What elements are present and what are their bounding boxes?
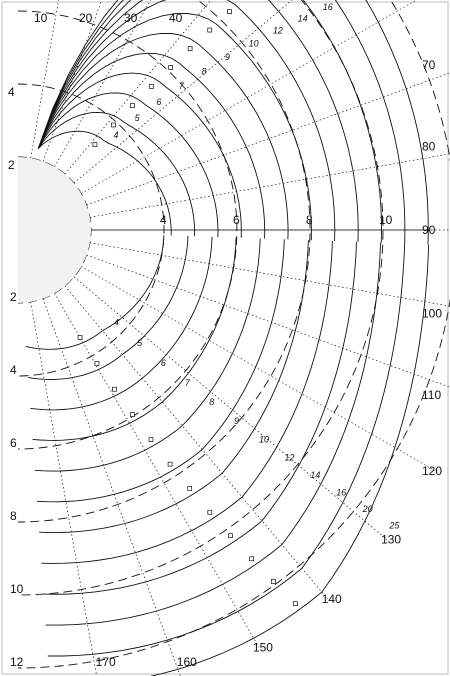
centre-hub (18, 157, 91, 303)
lower-contour-marker (293, 602, 297, 606)
upper-contour-marker (93, 143, 97, 147)
lower-contour-marker (188, 486, 192, 490)
upper-contour-label: 12 (272, 25, 283, 36)
lower-contour-label: 7 (184, 377, 190, 388)
angle-label-140: 140 (321, 592, 342, 607)
upper-contour-marker (169, 65, 173, 69)
axis-distance-label-10: 10 (379, 213, 393, 227)
distance-ring-10 (18, 0, 383, 595)
upper-ring-label-2: 2 (8, 158, 15, 172)
upper-contour-marker (130, 104, 134, 108)
angle-label-110: 110 (422, 387, 442, 402)
angle-ray-50 (74, 0, 387, 183)
lower-contour-marker (168, 462, 172, 466)
angle-label-70: 70 (422, 58, 436, 73)
lower-contour-9 (37, 239, 284, 502)
upper-contour-label: 7 (178, 81, 184, 92)
lower-ring-label-8: 8 (10, 509, 17, 523)
angle-label-150: 150 (252, 640, 273, 655)
lower-contour-25 (50, 244, 429, 676)
angle-ray-160 (43, 299, 183, 676)
upper-contour-label: 16 (322, 2, 333, 13)
upper-contour-label: 4 (113, 129, 119, 140)
lower-contour-12 (41, 241, 332, 563)
lower-contour-marker (130, 413, 134, 417)
lower-contour-label: 25 (389, 520, 400, 531)
angle-ray-70 (87, 65, 450, 205)
axis-distance-label-6: 6 (233, 213, 240, 227)
contour-markers (78, 0, 313, 606)
upper-contour-label: 14 (297, 13, 308, 24)
angle-label-10: 10 (34, 11, 48, 25)
lower-ring-label-10: 10 (10, 582, 24, 596)
lower-contour-label: 20 (362, 504, 373, 515)
lower-contour-label: 10 (259, 434, 270, 445)
upper-contour-marker (149, 84, 153, 88)
axis-distance-label-4: 4 (160, 213, 167, 227)
angle-label-100: 100 (422, 306, 443, 321)
lower-contour-14 (44, 242, 357, 595)
lower-contour-label: 14 (310, 470, 321, 481)
lower-contour-marker (78, 335, 82, 339)
lower-ring-label-2: 2 (10, 290, 17, 304)
angle-ray-110 (87, 255, 450, 395)
upper-contour-marker (188, 47, 192, 51)
lower-contour-marker (112, 387, 116, 391)
lower-contour-label: 6 (160, 358, 166, 369)
lower-contour-label: 5 (137, 338, 143, 349)
angle-label-130: 130 (381, 532, 402, 547)
lower-contour-marker (271, 579, 275, 583)
lower-ring-label-12: 12 (10, 655, 24, 669)
upper-contour-label: 10 (248, 38, 259, 49)
lower-contour-label: 8 (209, 397, 215, 408)
upper-contour-label: 5 (134, 113, 140, 124)
lower-contour-label: 16 (336, 487, 347, 498)
upper-contour-label: 8 (201, 66, 207, 77)
angle-ray-40 (65, 0, 328, 174)
upper-contour-16 (38, 0, 381, 243)
distance-rings (18, 0, 450, 668)
upper-contour-marker (208, 28, 212, 32)
lower-contour-marker (208, 510, 212, 514)
upper-contour-label: 6 (156, 96, 162, 107)
outer-frame (2, 2, 448, 674)
lower-ring-label-6: 6 (10, 436, 17, 450)
lower-contour-marker (228, 534, 232, 538)
upper-contour-marker (112, 123, 116, 127)
angle-ray-170 (31, 302, 102, 676)
angle-label-170: 170 (95, 655, 116, 669)
upper-ring-label-4: 4 (8, 85, 15, 99)
angle-label-40: 40 (169, 11, 183, 25)
lower-contour-label: 9 (233, 416, 239, 427)
upper-contour-marker (228, 10, 232, 14)
angle-label-30: 30 (124, 11, 138, 25)
lower-contour-label: 4 (113, 317, 119, 328)
angle-label-160: 160 (176, 655, 197, 669)
distance-ring-12 (18, 0, 450, 668)
angle-label-90: 90 (422, 223, 436, 237)
angle-label-120: 120 (422, 463, 443, 478)
lower-contour-10 (39, 240, 308, 532)
upper-contour-label (347, 0, 358, 2)
upper-contour-label: 9 (224, 52, 230, 63)
lower-contour-label: 12 (284, 452, 295, 463)
lower-contour-marker (250, 557, 254, 561)
upper-contour-20 (38, 0, 405, 243)
lower-contour-marker (149, 438, 153, 442)
angle-label-80: 80 (422, 139, 436, 154)
lower-ring-label-4: 4 (10, 363, 17, 377)
angle-label-20: 20 (79, 11, 93, 25)
lower-contour-marker (95, 362, 99, 366)
axis-distance-label-8: 8 (306, 213, 313, 227)
angle-ray-30 (55, 0, 259, 167)
